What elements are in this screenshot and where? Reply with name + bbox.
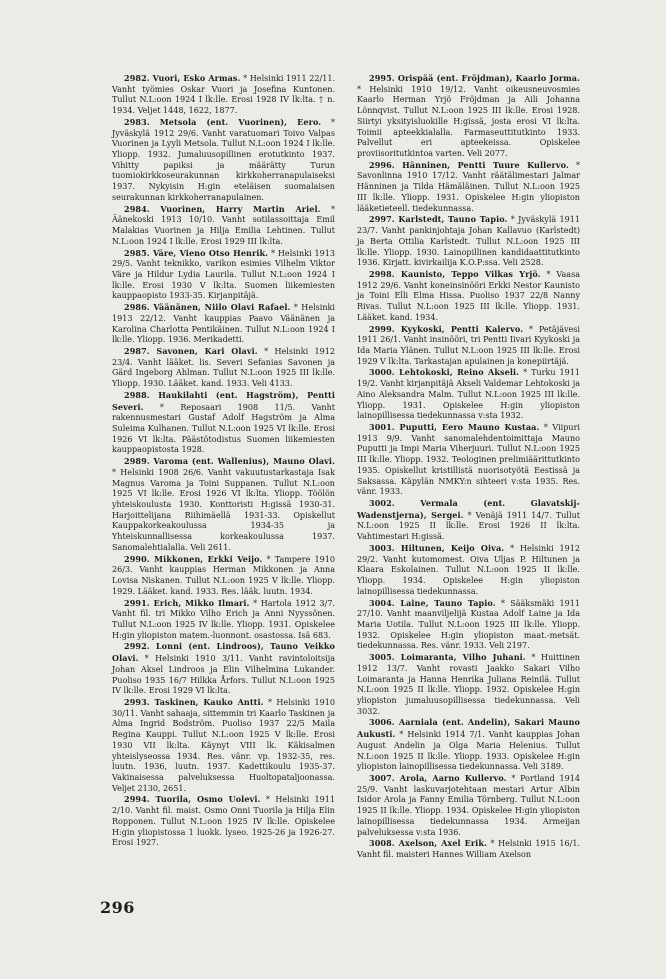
entry-heading: 2986. Väänänen, Niilo Olavi Rafael.	[124, 302, 291, 313]
document-page	[112, 73, 581, 923]
entry-heading: 3001. Puputti, Eero Mauno Kustaa.	[369, 422, 540, 432]
entry-heading: 2998. Kaunisto, Teppo Vilkas Yrjö.	[369, 268, 541, 279]
entry-heading: 2982. Vuori, Esko Armas.	[124, 73, 241, 83]
list-item	[357, 717, 580, 773]
entry-heading: 3007. Arola, Aarno Kullervo.	[369, 773, 507, 783]
list-item	[112, 641, 335, 697]
list-item	[357, 269, 580, 324]
page-number: 296	[100, 898, 135, 917]
list-item	[357, 652, 580, 717]
entry-heading: 2989. Varoma (ent. Wallenius), Mauno Olavi.	[124, 456, 335, 467]
entry-body: * Portland 1914 25/9. Vanht laskuvarjotehtaan mestari Artur Albin Isidor Arola ja Fanny Emilia Törnberg. Tullut N.L:oon 1925 II lk:lle. Yliopp. 1934. Opiskelee H:gin yliopiston lainopillisessa tiedekunnassa 1934. Armeijan palveluksessa v:sta 1936.	[357, 774, 580, 837]
left-column	[112, 73, 335, 849]
entry-body: * Helsinki 1913 29/5. Vanht teknikko, varikon esimies Vilhelm Viktor Väre ja Hildur Lydia Laurila. Tullut N.L:oon 1924 I lk:lle. Erosi 1930 V lk:lta. Suomen liikemiesten kauppaopisto 1933-35. Kirjanpitäjä.	[112, 248, 335, 301]
entry-heading: 2992. Lonni (ent. Lindroos), Tauno Veikko Olavi.	[112, 641, 335, 664]
list-item	[357, 498, 580, 543]
entry-body: * Hartola 1912 3/7. Vanht fil. tri Mikko Vilho Erich ja Anni Nyyssönen. Tullut N.L:oon 1925 IV lk:lle. Yliopp. 1931. Opiskelee H:gin yliopiston matem.-luonnont. osastossa. Isä 683.	[112, 598, 335, 640]
entry-heading: 2994. Tuorila, Osmo Uolevi.	[124, 794, 261, 805]
entry-body: * Huittinen 1912 13/7. Vanht rovasti Jaakko Sakari Vilho Loimaranta ja Hanna Henrika Juliana Reinilä. Tullut N.L:oon 1925 II lk:lle. Yliopp. 1932. Opiskelee H:gin yliopiston jumaluusopillisessa tiedekunnassa. Veli 3032.	[357, 653, 580, 716]
entry-body: * Helsinki 1914 7/1. Vanht kauppias Johan August Andelin ja Olga Maria Helenius. Tullut N.L:oon 1925 II lk:lle. Yliopp. 1933. Opiskelee H:gin yliopiston lainopillisessa tiedekunnassa. Veli 3189.	[357, 730, 580, 772]
entry-heading: 3002. Vermala (ent. Glavatskij-Wadenstjerna), Sergei.	[357, 498, 580, 520]
list-item	[112, 204, 335, 248]
list-item	[112, 346, 335, 390]
list-item	[112, 598, 335, 642]
entry-body: * Äänekoski 1913 10/10. Vanht sotilassoittaja Emil Malakias Vuorinen ja Hilja Emilia Lehtinen. Tullut N.L:oon 1924 I lk:lle. Erosi 1929 III lk:lta.	[112, 204, 335, 246]
list-item	[357, 324, 580, 368]
entry-body: * Jyväskylä 1911 23/7. Vanht pankinjohtaja Johan Kallavuo (Karlstedt) ja Berta Ottilia Karlstedt. Tullut N.L:oon 1925 III lk:lle. Yliopp. 1930. Lainopillinen kandidaattitutkinto 1936. Kirjatt. kivirkailija K.O.P:ssa. Veli 2528.	[357, 215, 580, 268]
list-item	[112, 73, 335, 117]
entry-heading: 2999. Kyykoski, Pentti Kalervo.	[369, 323, 524, 334]
entry-body: * Tampere 1910 26/3. Vanht kauppias Herman Mikkonen ja Anna Lovisa Niskanen. Tullut N.L:oon 1925 V lk:lle. Yliopp. 1929. Lääket. kand. 1933. Res. lääk. luutn. 1934.	[112, 554, 336, 596]
list-item	[112, 390, 335, 456]
entry-heading: 2985. Väre, Vieno Otso Henrik.	[124, 247, 269, 258]
list-item	[357, 543, 580, 598]
entry-heading: 3003. Hiltunen, Keijo Oiva.	[369, 542, 505, 553]
list-item	[112, 554, 335, 598]
list-item	[357, 422, 580, 498]
list-item	[357, 160, 580, 215]
entry-heading: 2996. Hänninen, Pentti Tuure Kullervo.	[369, 159, 569, 170]
list-item	[357, 214, 580, 269]
entry-body: * Petäjävesi 1911 26/1. Vanht insinööri, tri Pentti Iivari Kyykoski ja Ida Maria Ylänen. Tullut N.L:oon 1925 III lk:lle. Erosi 1929 V lk:lta. Tarkastajan apulainen ja konepiirtäjä.	[357, 324, 580, 366]
entry-body: * Helsinki 1912 29/2. Vanht kutomomest. Oiva Uljas P. Hiltunen ja Klaara Eskolainen. Tullut N.L:oon 1925 II lk:lle. Yliopp. 1934. Opiskelee H:gin yliopiston lainopillisessa tiedekunnassa.	[357, 543, 580, 596]
entry-body: * Turku 1911 19/2. Vanht kirjanpitäjä Akseli Valdemar Lehtokoski ja Aino Aleksandra Malm. Tullut N.L:oon 1925 III lk:lle. Yliopp. 1931. Opiskelee H:gin yliopiston lainopillisessa tiedekunnassa v:sta 1932.	[357, 368, 581, 421]
entry-body: * Helsinki 1910 30/11. Vanht sahaaja, sittemmin tri Kaarlo Taskinen ja Alma Ingrid Bodström. Puoliso 1937 22/5 Maila Regina Kauppi. Tullut N.L:oon 1925 V lk:lle. Erosi 1930 VII lk:lta. Käynyt VIII lk. Käkisalmen yhteislyseossa 1934. Res. vänr. vp. 1932-35, res. luutn. 1936, luutn. 1937. Kadettikoulu 1935-37. Vakinaisessa palveluksessa Huoltopataljoonassa. Veljet 2130, 2651.	[112, 697, 335, 793]
entry-heading: 2984. Vuorinen, Harry Martin Ariel.	[124, 203, 321, 214]
entry-body: * Helsinki 1912 23/4. Vanht lääket. lis. Severi Sefanias Savonen ja Gärd Ingeborg Ahlman. Tullut N.L:oon 1925 III lk:lle. Yliopp. 1930. Lääket. kand. 1933. Veli 4133.	[112, 346, 336, 389]
entry-body: * Savonlinna 1910 17/12. Vanht räätälimestari Jalmar Hänninen ja Tilda Hämäläinen. Tullut N.L:oon 1925 III lk:lle. Yliopp. 1931. Opiskelee H:gin yliopiston lääketieteell. tiedekunnassa.	[357, 160, 580, 213]
list-item	[357, 73, 580, 160]
right-column	[357, 73, 580, 861]
entry-body: * Sääksmäki 1911 27/10. Vanht maanviljelijä Kustaa Adolf Laine ja Ida Maria Uotila. Tullut N.L:oon 1925 III lk:lle. Yliopp. 1932. Opiskelee H:gin yliopiston maat.-metsät. tiedekunnassa. Res. vänr. 1933. Veli 2197.	[357, 598, 581, 651]
entry-heading: 3000. Lehtokoski, Reino Akseli.	[369, 367, 520, 378]
entry-body: * Helsinki 1908 26/6. Vanht vakuutustarkastaja Isak Magnus Varoma ja Toini Suppanen. Tullut N.L:oon 1925 VI lk:lle. Erosi 1926 VI lk:lta. Yliopp. Töölön yhteiskoulusta 1930. Konttoristi H:gissä 1930-31. Harjoittelijana Riihimäellä 1931-33. Opiskellut Kauppakorkeakoulussa 1934-35 ja Yhteiskunnallisessa korkeakoulussa 1937. Sanomalehtialalla. Veli 2611.	[112, 467, 335, 552]
list-item	[357, 838, 580, 860]
entry-body: * Helsinki 1910 3/11. Vanht ravintoloitsija Johan Aksel Lindroos ja Elin Vilhelmina Lukander. Puoliso 1935 16/7 Hilkka Årfors. Tullut N.L:oon 1925 IV lk:lle. Erosi 1929 VI lk:lta.	[112, 654, 335, 696]
list-item	[112, 117, 335, 204]
entry-body: * Viipuri 1913 9/9. Vanht sanomalehdentoimittaja Mauno Puputti ja Impi Maria Viherjuuri. Tullut N.L:oon 1925 III lk:lle. Yliopp. 1932. Teologinen prelimiäärittutkinto 1935. Opiskellut kristillistä nuorisotyötä Eestissä ja Saksassa. Käpylän NMKY:n sihteeri v:sta 1935. Res. vänr. 1933.	[357, 423, 580, 497]
list-item	[357, 598, 580, 653]
entry-body: * Helsinki 1910 19/12. Vanht oikeusneuvosmies Kaarlo Herman Yrjö Fröjdman ja Aili Johanna Lönnqvist. Tullut N.L:oon 1925 III lk:lle. Erosi 1928. Siirtyi yksityisluokille H:gissä, josta erosi VI lk:lta. Toimii apteekkialalla. Farmaseuttitutkinto 1933. Palvellut eri apteekeissa. Opiskelee proviisoritutkintoa varten. Veli 2077.	[357, 84, 580, 159]
entry-heading: 2993. Taskinen, Kauko Antti.	[124, 696, 264, 707]
entry-heading: 3005. Loimaranta, Vilho Juhani.	[369, 652, 526, 663]
entry-body: * Helsinki 1913 22/12. Vanht kauppias Paavo Väänänen ja Karolina Charlotta Pentikäinen. Tullut N.L:oon 1924 I lk:lle. Yliopp. 1936. Merikadetti.	[112, 303, 335, 345]
entry-heading: 3006. Aarniala (ent. Andelin), Sakari Mauno Aukusti.	[357, 717, 580, 740]
entry-body: * Venäjä 1911 14/7. Tullut N.L:oon 1925 II lk:lle. Erosi 1926 II lk:lta. Vahtimestari H:gissä.	[357, 510, 580, 542]
entry-heading: 2990. Mikkonen, Erkki Veijo.	[124, 553, 263, 564]
entry-body: * Helsinki 1915 16/1. Vanht fil. maisteri Hannes William Axelson	[357, 839, 580, 860]
list-item	[112, 456, 335, 553]
entry-heading: 2983. Metsola (ent. Vuorinen), Eero.	[124, 116, 322, 127]
entry-heading: 2991. Erich, Mikko Ilmari.	[124, 597, 250, 608]
entry-body: * Jyväskylä 1912 29/6. Vanht varatuomari Toivo Valpas Vuorinen ja Lyyli Metsola. Tullut N.L:oon 1924 I lk:lle. Yliopp. 1932. Jumaluusopillinen erotutkinto 1937. Vihitty papiksi ja määrätty Turun tuomiokirkkoseurakunnan kirkkoherranapulaiseksi 1937. Nykyisin H:gin eteläisen suomalaisen seurakunnan kirkkoherranapulainen.	[112, 117, 336, 202]
entry-body: * Helsinki 1911 2/10. Vanht fil. maist. Osmo Onni Tuorila ja Hilja Elin Ropponen. Tullut N.L:oon 1925 IV lk:lle. Opiskelee H:gin yliopistossa 1 luokk. lyseo. 1925-26 ja 1926-27. Erosi 1927.	[112, 795, 336, 848]
entry-body: * Reposaari 1908 11/5. Vanht rakennusmestari Gustaf Adolf Hagström ja Alma Suleima Kulhanen. Tullut N.L:oon 1925 VI lk:lle. Erosi 1926 VI lk:lta. Päästötodistus Suomen liikemiesten kauppaopistosta 1928.	[112, 402, 336, 455]
entry-heading: 2997. Karlstedt, Tauno Tapio.	[369, 214, 508, 225]
entry-body: * Vaasa 1912 29/6. Vanht koneinsinööri Erkki Nestor Kaunisto ja Toini Elli Elma Hissa. Puoliso 1937 22/8 Nanny Rivas. Tullut N.L:oon 1925 III lk:lle. Yliopp. 1931. Lääket. kand. 1934.	[357, 269, 580, 322]
entry-heading: 2995. Orispää (ent. Fröjdman), Kaarlo Jorma.	[369, 73, 580, 83]
entry-heading: 3008. Axelson, Axel Erik.	[369, 838, 487, 849]
list-item	[357, 773, 580, 838]
entry-body: * Helsinki 1911 22/11. Vanht työmies Oskar Vuori ja Josefina Kuntonen. Tullut N.L:oon 1924 I lk:lle. Erosi 1928 IV lk:lta. † n. 1934. Veljet 1448, 1622, 1877.	[112, 74, 335, 116]
list-item	[112, 248, 335, 303]
list-item	[112, 302, 335, 346]
entry-heading: 2987. Savonen, Kari Olavi.	[124, 345, 258, 356]
entry-heading: 2988. Haukilahti (ent. Hagström), Pentti Severi.	[112, 389, 335, 412]
list-item	[112, 697, 335, 794]
list-item	[357, 367, 580, 422]
list-item	[112, 794, 335, 849]
entry-heading: 3004. Laine, Tauno Tapio.	[369, 597, 496, 608]
